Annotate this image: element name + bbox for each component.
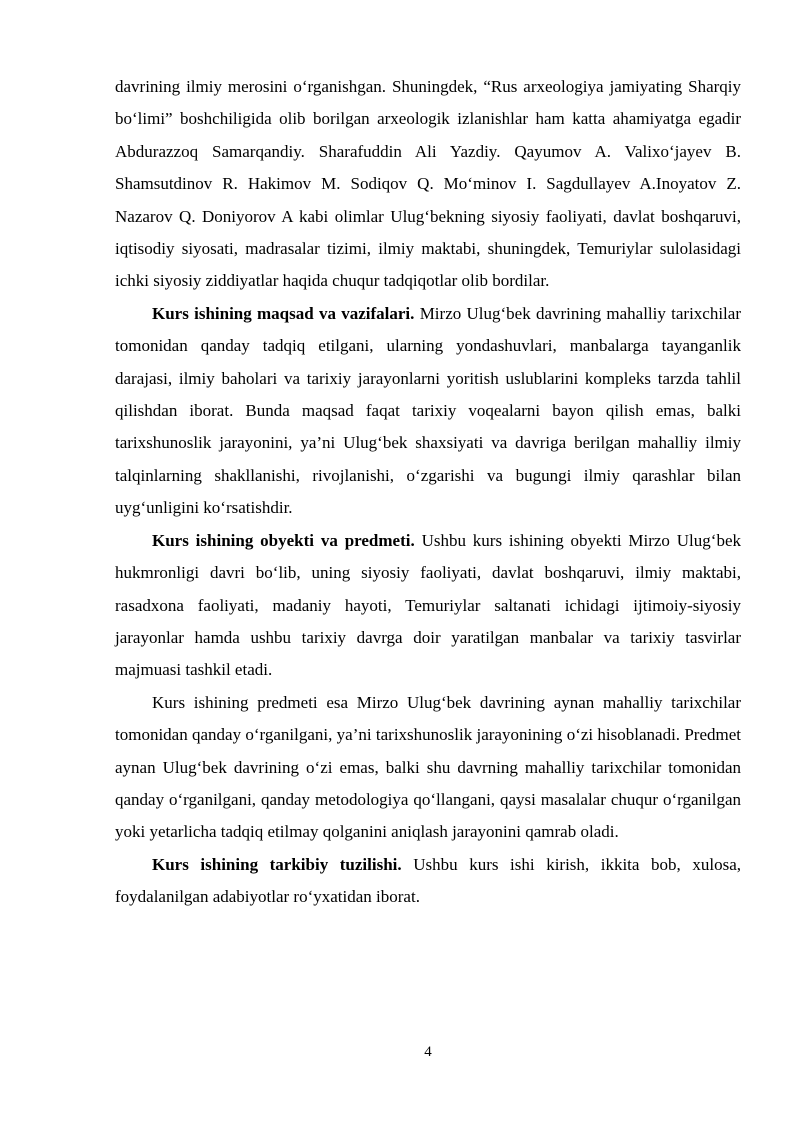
document-page [115,71,741,914]
paragraph-text: Ushbu kurs ishi kirish, ikkita bob, xulosa, foydalanilgan adabiyotlar ro‘yxatidan iborat. [115,854,741,907]
page-number: 4 [424,1044,432,1060]
paragraph-text: Ushbu kurs ishining obyekti Mirzo Ulug‘bek hukmronligi davri bo‘lib, uning siyosiy faoliyati, davlat boshqaruvi, ilmiy maktabi, rasadxona faoliyati, madaniy hayoti, Temuriylar saltanati ichidagi ijtimoiy-siyosiy jarayonlar hamda ushbu tarixiy davrga doir yaratilgan manbalar va tarixiy tasvirlar majmuasi tashkil etadi. [115,530,741,680]
paragraph-text: Mirzo Ulug‘bek davrining mahalliy tarixchilar tomonidan qanday tadqiq etilgani, ularning yondashuvlari, manbalarga tayanganlik darajasi, ilmiy baholari va tarixiy jarayonlarni yoritish uslublarini kompleks tarzda tahlil qilishdan iborat. Bunda maqsad faqat tarixiy voqealarni bayon qilish emas, balki tarixshunoslik jarayonini, ya’ni Ulug‘bek shaxsiyati va davriga berilgan mahalliy ilmiy talqinlarning shakllanishi, rivojlanishi, o‘zgarishi va bugungi ilmiy qarashlar bilan uyg‘unligini ko‘rsatishdir. [115,303,741,518]
paragraph-structure [115,849,741,914]
paragraph-subject [115,687,741,849]
section-heading: Kurs ishining tarkibiy tuzilishi. [152,854,402,874]
section-heading: Kurs ishining maqsad va vazifalari. [152,303,415,323]
paragraph-goals [115,298,741,525]
section-heading: Kurs ishining obyekti va predmeti. [152,530,415,550]
paragraph-object-subject [115,525,741,687]
paragraph-continuation [115,71,741,298]
paragraph-text: davrining ilmiy merosini o‘rganishgan. Shuningdek, “Rus arxeologiya jamiyating Sharqiy bo‘limi” boshchiligida olib borilgan arxeologik izlanishlar ham katta ahamiyatga egadir Abdurazzoq Samarqandiy. Sharafuddin Ali Yazdiy. Qayumov A. Valixo‘jayev B. Shamsutdinov R. Hakimov M. Sodiqov Q. Mo‘minov I. Sagdullayev A.Inoyatov Z. Nazarov Q. Doniyorov A kabi olimlar Ulug‘bekning siyosiy faoliyati, davlat boshqaruvi, iqtisodiy siyosati, madrasalar tizimi, ilmiy maktabi, shuningdek, Temuriylar sulolasidagi ichki siyosiy ziddiyatlar haqida chuqur tadqiqotlar olib bordilar. [115,77,741,291]
paragraph-text: Kurs ishining predmeti esa Mirzo Ulug‘bek davrining aynan mahalliy tarixchilar tomonidan qanday o‘rganilgani, ya’ni tarixshunoslik jarayonining o‘zi hisoblanadi. Predmet aynan Ulug‘bek davrining o‘zi emas, balki shu davrning mahalliy tarixchilar tomonidan qanday o‘rganilgani, qanday metodologiya qo‘llangani, qaysi masalalar chuqur o‘rganilgan yoki yetarlicha tadqiq etilmay qolganini aniqlash jarayonini qamrab oladi. [115,692,741,842]
